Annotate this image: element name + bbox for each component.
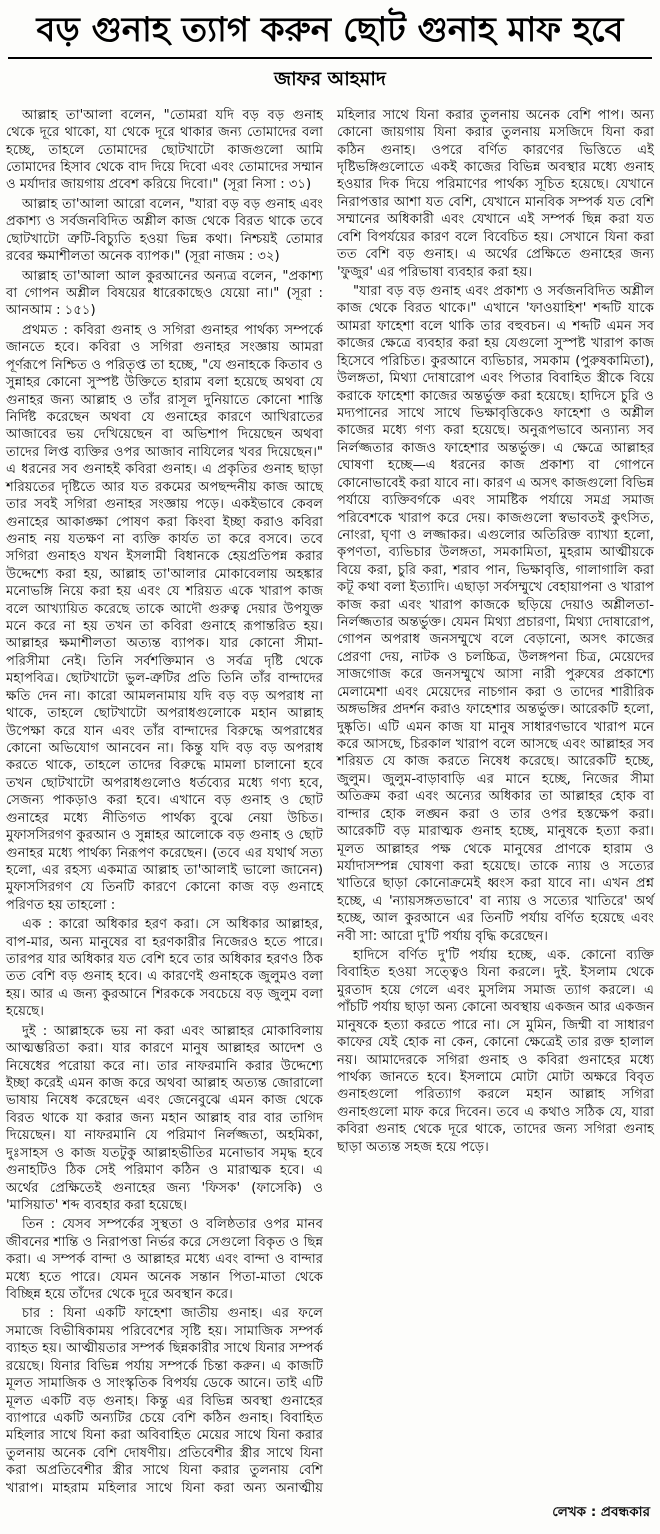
article-paragraph: আল্লাহ তা'আলা বলেন, "তোমরা যদি বড় বড় গুনাহ থেকে দূরে থাকো, যা থেকে দূরে থাকার জন্য তোমাদের বলা হচ্ছে, তাহলে তোমাদের ছোটখাটো কাজগুলো আমি তোমাদের হিসাব থেকে বাদ দিয়ে দিবো এবং তোমাদের সম্মান ও মর্যাদার জায়গায় প্রবেশ করিয়ে দিবো।" (সূরা নিসা : ৩১): [6, 107, 323, 193]
author-credit: লেখক : প্রবন্ধকার: [552, 1503, 650, 1520]
article-paragraph: তিন : যেসব সম্পর্কের সুস্থতা ও বলিষ্ঠতার ওপর মানব জীবনের শান্তি ও নিরাপত্তা নির্ভর করে সেগুলো বিকৃত ও ছিন্ন করা। এ সম্পর্ক বান্দা ও আল্লাহর মধ্যে এবং বান্দা ও বান্দার মধ্যে হতে পারে। যেমন অনেক সন্তান পিতা-মাতা থেকে বিচ্ছিন্ন হয়ে তাঁদের থেকে দূরে অবস্থান করে।: [6, 1217, 323, 1303]
article-headline: বড় গুনাহ ত্যাগ করুন ছোট গুনাহ মাফ হবে: [36, 10, 624, 50]
article-paragraph: প্রথমত : কবিরা গুনাহ ও সগিরা গুনাহর পার্থক্য সম্পর্কে জানতে হবে। কবিরা ও সগিরা গুনাহর সংজ্ঞায় আমরা পূর্ণরূপে নিশ্চিত ও পরিতৃপ্ত তা হচ্ছে, "যে গুনাহকে কিতাব ও সুন্নাহর কোনো সুস্পষ্ট উক্তিতে হারাম বলা হয়েছে অথবা যে গুনাহর জন্য আল্লাহ ও তাঁর রাসূল দুনিয়াতে কোনো শাস্তি নির্দিষ্ট করেছেন অথবা যে গুনাহের কারণে আখিরাতের আজাবের ভয় দেখিয়েছেন বা অভিশাপ দিয়েছেন অথবা তাদের লিপ্ত ব্যক্তির ওপর আজাব নাযিলের খবর দিয়েছেন।" এ ধরনের সব গুনাহই কবিরা গুনাহ। এ প্রকৃতির গুনাহ ছাড়া শরিয়তের দৃষ্টিতে আর যত রকমের অপছন্দনীয় কাজ আছে তার সবই সগিরা গুনাহর সংজ্ঞায় পড়ে। একইভাবে কেবল গুনাহের আকাঙ্ক্ষা পোষণ করা কিংবা ইচ্ছা করাও কবিরা গুনাহ নয় যতক্ষণ না ব্যক্তি কার্যত তা করে বসবে। তবে সগিরা গুনাহও যখন ইসলামী বিধানকে হেয়প্রতিপন্ন করার উদ্দেশ্যে করা হয়, আল্লাহ তা'আলার মোকাবেলায় অহঙ্কার মনোভঙ্গি নিয়ে করা হয় এবং যে শরিয়ত একে খারাপ কাজ বলে আখ্যায়িত করেছে তাকে আদৌ গুরুত্ব দেয়ার উপযুক্ত মনে করে না হয় তখন তা কবিরা গুনাহে রূপান্তরিত হয়। আল্লাহর ক্ষমাশীলতা অত্যন্ত ব্যাপক। যার কোনো সীমা-পরিসীমা নেই। তিনি সর্বশক্তিমান ও সর্বত্র দৃষ্টি থেকে মহাপবিত্র। ছোটখাটো ভুল-ত্রুটির প্রতি তিনি তাঁর বান্দাদের ক্ষতি দেন না। কারো আমলনামায় যদি বড় বড় অপরাধ না থাকে, তাহলে ছোটখাটো অপরাধগুলোকে মহান আল্লাহ উপেক্ষা করে যান এবং তাঁর বান্দাদের বিরুদ্ধে অপরাধের কোনো অভিযোগ আনবেন না। কিন্তু যদি বড় বড় অপরাধ করতে থাকে, তাহলে তাদের বিরুদ্ধে মামলা চালানো হবে তখন ছোটখাটো অপরাধগুলোও ধর্তব্যের মধ্যে গণ্য হবে, সেজন্য পাকড়াও করা হবে। এখানে বড় গুনাহ ও ছোট গুনাহের মধ্যে নীতিগত পার্থক্য বুঝে নেয়া উচিত। মুফাসসিরগণ কুরআন ও সুন্নাহর আলোকে বড় গুনাহ ও ছোট গুনাহর মধ্যে পার্থক্য নিরূপণ করেছেন। (তবে এর যথার্থ সত্য হলো, এর রহস্য একমাত্র আল্লাহ তা'আলাই ভালো জানেন) মুফাসসিরগণ যে তিনটি কারণে কোনো কাজ বড় গুনাহে পরিণত হয় তাহলো :: [6, 322, 323, 913]
article-paragraph: "যারা বড় বড় গুনাহ এবং প্রকাশ্য ও সর্বজনবিদিত অশ্লীল কাজ থেকে বিরত থাকে।" এখানে 'ফাওয়াহিশ' শব্দটি যাকে আমরা ফাহেশা বলে থাকি তার বহুবচন। এ শব্দটি এমন সব কাজের ক্ষেত্রে ব্যবহার করা হয় যেগুলো সুস্পষ্ট খারাপ কাজ হিসেবে পরিচিত। কুরআনে ব্যভিচার, সমকাম (পুরুষকামিতা), উলঙ্গতা, মিথ্যা দোষারোপ এবং পিতার বিবাহিত স্ত্রীকে বিয়ে করাকে ফাহেশা কাজের অন্তর্ভুক্ত করা হয়েছে। হাদিসে চুরি ও মদ্যপানের সাথে সাথে ভিক্ষাবৃত্তিকেও ফাহেশা ও অশ্লীল কাজের মধ্যে গণ্য করা হয়েছে। অনুরূপভাবে অন্যান্য সব নির্লজ্জতার কাজও ফাহেশার অন্তর্ভুক্ত। এ ক্ষেত্রে আল্লাহর ঘোষণা হচ্ছে—এ ধরনের কাজ প্রকাশ্য বা গোপনে কোনোভাবেই করা যাবে না। কারণ এ অসৎ কাজগুলো বিভিন্ন পর্যায়ে ব্যক্তিবর্গকে এবং সামষ্টিক পর্যায়ে সমগ্র সমাজ পরিবেশকে খারাপ করে দেয়। কাজগুলো স্বভাবতই কুৎসিত, নোংরা, ঘৃণা ও লজ্জাকর। এগুলোর অতিরিক্ত ব্যাখ্যা হলো, কৃপণতা, ব্যভিচার উলঙ্গতা, সমকামিতা, মুহরাম আত্মীয়কে বিয়ে করা, চুরি করা, শরাব পান, ভিক্ষাবৃত্তি, গালাগালি করা কটূ কথা বলা ইত্যাদি। এছাড়া সর্বসম্মুখে বেহায়াপনা ও খারাপ কাজ করা এবং খারাপ কাজকে ছড়িয়ে দেয়াও অশ্লীলতা-নির্লজ্জতার অন্তর্ভুক্ত। যেমন মিথ্যা প্রচারণা, মিথ্যা দোষারোপ, গোপন অপরাধ জনসম্মুখে বলে বেড়ানো, অসৎ কাজের প্রেরণা দেয়, নাটক ও চলচ্চিত্র, উলঙ্গপনা চিত্র, মেয়েদের সাজগোজ করে জনসম্মুখে আসা নারী পুরুষের প্রকাশ্যে মেলামেশা এবং মেয়েদের নাচগান করা ও তাদের শারীরিক অঙ্গভঙ্গির প্রদর্শন করাও ফাহেশার অন্তর্ভুক্ত। আরেকটি হলো, দুষ্কৃতি। এটি এমন কাজ যা মানুষ সাধারণভাবে খারাপ মনে করে আসছে, চিরকাল খারাপ বলে আসছে এবং আল্লাহর সব শরিয়ত যে কাজ করতে নিষেধ করেছে। আরেকটি হচ্ছে, জুলুম। জুলুম-বাড়াবাড়ি এর মানে হচ্ছে, নিজের সীমা অতিক্রম করা এবং অন্যের অধিকার তা আল্লাহর হোক বা বান্দার হোক লঙ্ঘন করা ও তার ওপর হস্তক্ষেপ করা। আরেকটি বড় মারাত্মক গুনাহ হচ্ছে, মানুষকে হত্যা করা। মূলত আল্লাহর পক্ষ থেকে মানুষের প্রাণকে হারাম ও মর্যাদাসম্পন্ন ঘোষণা করা হয়েছে। তাকে ন্যায় ও সত্যের খাতিরে ছাড়া কোনোক্রমেই ধ্বংস করা যাবে না। এখন প্রশ্ন হচ্ছে, এ 'ন্যায়সঙ্গতভাবে' বা ন্যায় ও সত্যের খাতিরে' অর্থ হচ্ছে, আল কুরআনে এর তিনটি পর্যায় বর্ণিত হয়েছে এবং নবী সা: আরো দু'টি পর্যায় বৃদ্ধি করেছেন।: [337, 284, 654, 944]
article-paragraph: আল্লাহ তা'আলা আরো বলেন, "যারা বড় বড় গুনাহ এবং প্রকাশ্য ও সর্বজনবিদিত অশ্লীল কাজ থেকে বিরত থাকে তবে ছোটখাটো ত্রুটি-বিচ্যুতি হওয়া ভিন্ন কথা। নিশ্চয়ই তোমার রবের ক্ষমাশীলতা অনেক ব্যাপক।" (সূরা নাজম : ৩২): [6, 196, 323, 265]
headline-divider: [8, 57, 652, 59]
article-paragraph: হাদিসে বর্ণিত দু'টি পর্যায় হচ্ছে, এক. কোনো ব্যক্তি বিবাহিত হওয়া সত্ত্বেও যিনা করলে। দুই. ইসলাম থেকে মুরতাদ হয়ে গেলে এবং মুসলিম সমাজ ত্যাগ করলে। এ পাঁচটি পর্যায় ছাড়া অন্য কোনো অবস্থায় একজন আর একজন মানুষকে হত্যা করতে পারে না। সে মুমিন, জিম্মী বা সাধারণ কাফের যেই হোক না কেন, কোনো ক্ষেত্রেই তার রক্ত হালাল নয়। আমাদেরকে সগিরা গুনাহ ও কবিরা গুনাহের মধ্যে পার্থক্য জানতে হবে। ইসলামে মোটা মোটা অক্ষরে বিবৃত গুনাহগুলো পরিত্যাগ করলে মহান আল্লাহ সগিরা গুনাহগুলো মাফ করে দিবেন। তবে এ কথাও সঠিক যে, যারা কবিরা গুনাহ থেকে দূরে থাকে, তাদের জন্য সগিরা গুনাহ ছাড়া অত্যন্ত সহজ হয়ে পড়ে।: [337, 948, 654, 1155]
article-body: [6, 107, 654, 1499]
article-paragraph: চার : যিনা একটি ফাহেশা জাতীয় গুনাহ। এর ফলে সমাজে বিভীষিকাময় পরিবেশের সৃষ্টি হয়। সামাজিক সম্পর্ক ব্যাহত হয়। আত্মীয়তার সম্পর্ক ছিন্নকারীর সাথে যিনার সম্পর্ক রয়েছে। যিনার বিভিন্ন পর্যায় সম্পর্কে চিন্তা করুন। এ কাজটি মূলত সামাজিক ও সাংস্কৃতিক বিপর্যয় ডেকে আনে। তাই এটি মূলত একটি বড় গুনাহ। কিন্তু এর বিভিন্ন অবস্থা গুনাহের ব্যাপারে একটি অন্যটির চেয়ে বেশি কঠিন গুনাহ। বিবাহিত মহিলার সাথে যিনা করা অবিবাহিত মেয়ের সাথে যিনা করার তুলনায় অনেক বেশি দোষণীয়। প্রতিবেশীর স্ত্রীর সাথে যিনা করা অপ্রতিবেশীর স্ত্রীর সাথে যিনা করার তুলনায় বেশি খারাপ। মাহরাম মহিলার সাথে যিনা করা অন্য অনাত্মীয় মহিলার সাথে যিনা করার তুলনায় অনেক বেশি পাপ। অন্য কোনো জায়গায় যিনা করার তুলনায় মসজিদে যিনা করা কঠিন গুনাহ। ওপরে বর্ণিত কারণের ভিত্তিতে এই দৃষ্টিভঙ্গিগুলোতে একই কাজের বিভিন্ন অবস্থার মধ্যে গুনাহ হওয়ার দিক দিয়ে পরিমাণের পার্থক্য সূচিত হয়েছে। যেখানে নিরাপত্তার আশা যত বেশি, যেখানে মানবিক সম্পর্ক যত বেশি সম্মানের অধিকারী এবং যেখানে এই সম্পর্ক ছিন্ন করা যত বেশি বিপর্যয়ের কারণ বলে বিবেচিত হয়। সেখানে যিনা করা তত বেশি বড় গুনাহ। এ অর্থের প্রেক্ষিতে গুনাহের জন্য 'ফুজুর' এর পরিভাষা ব্যবহার করা হয়।: [6, 107, 654, 1496]
article-byline: জাফর আহমাদ: [274, 67, 386, 90]
article-paragraph: দুই : আল্লাহকে ভয় না করা এবং আল্লাহর মোকাবিলায় আত্মম্ভরিতা করা। যার কারণে মানুষ আল্লাহর আদেশ ও নিষেধের পরোয়া করে না। তার নাফরমানি করার উদ্দেশ্যে ইচ্ছা করেই এমন কাজ করে অথবা আল্লাহ অত্যন্ত জোরালো ভাষায় নিষেধ করেছেন এবং জেনেবুঝে এমন কাজ থেকে বিরত থাকে যা করার জন্য মহান আল্লাহ বার বার তাগিদ দিয়েছেন। যা নাফরমানি যে পরিমাণ নির্লজ্জতা, অহমিকা, দুঃসাহস ও কাজ যতটুকু আল্লাহভীতির মনোভাব সমৃদ্ধ হবে গুনাহটিও ঠিক সেই পরিমাণ কঠিন ও মারাত্মক হবে। এ অর্থের প্রেক্ষিতেই গুনাহের জন্য 'ফিসক' (ফাসেকি) ও 'মাসিয়াত' শব্দ ব্যবহার করা হয়েছে।: [6, 1023, 323, 1213]
article-paragraph: আল্লাহ তা'আলা আল কুরআনের অন্যত্র বলেন, "প্রকাশ্য বা গোপন অশ্লীল বিষয়ের ধারেকাছেও যেয়ো না।" (সূরা : আনআম : ১৫১): [6, 268, 323, 319]
article-paragraph: এক : কারো অধিকার হরণ করা। সে অধিকার আল্লাহর, বাপ-মার, অন্য মানুষের বা হরণকারীর নিজেরও হতে পারে। তারপর যার অধিকার যত বেশি হবে তার অধিকার হরণও ঠিক তত বেশি বড় গুনাহ হবে। এ কারণেই গুনাহকে জুলুমও বলা হয়। আর এ জন্য কুরআনে শিরককে সবচেয়ে বড় জুলুম বলা হয়েছে।: [6, 917, 323, 1020]
